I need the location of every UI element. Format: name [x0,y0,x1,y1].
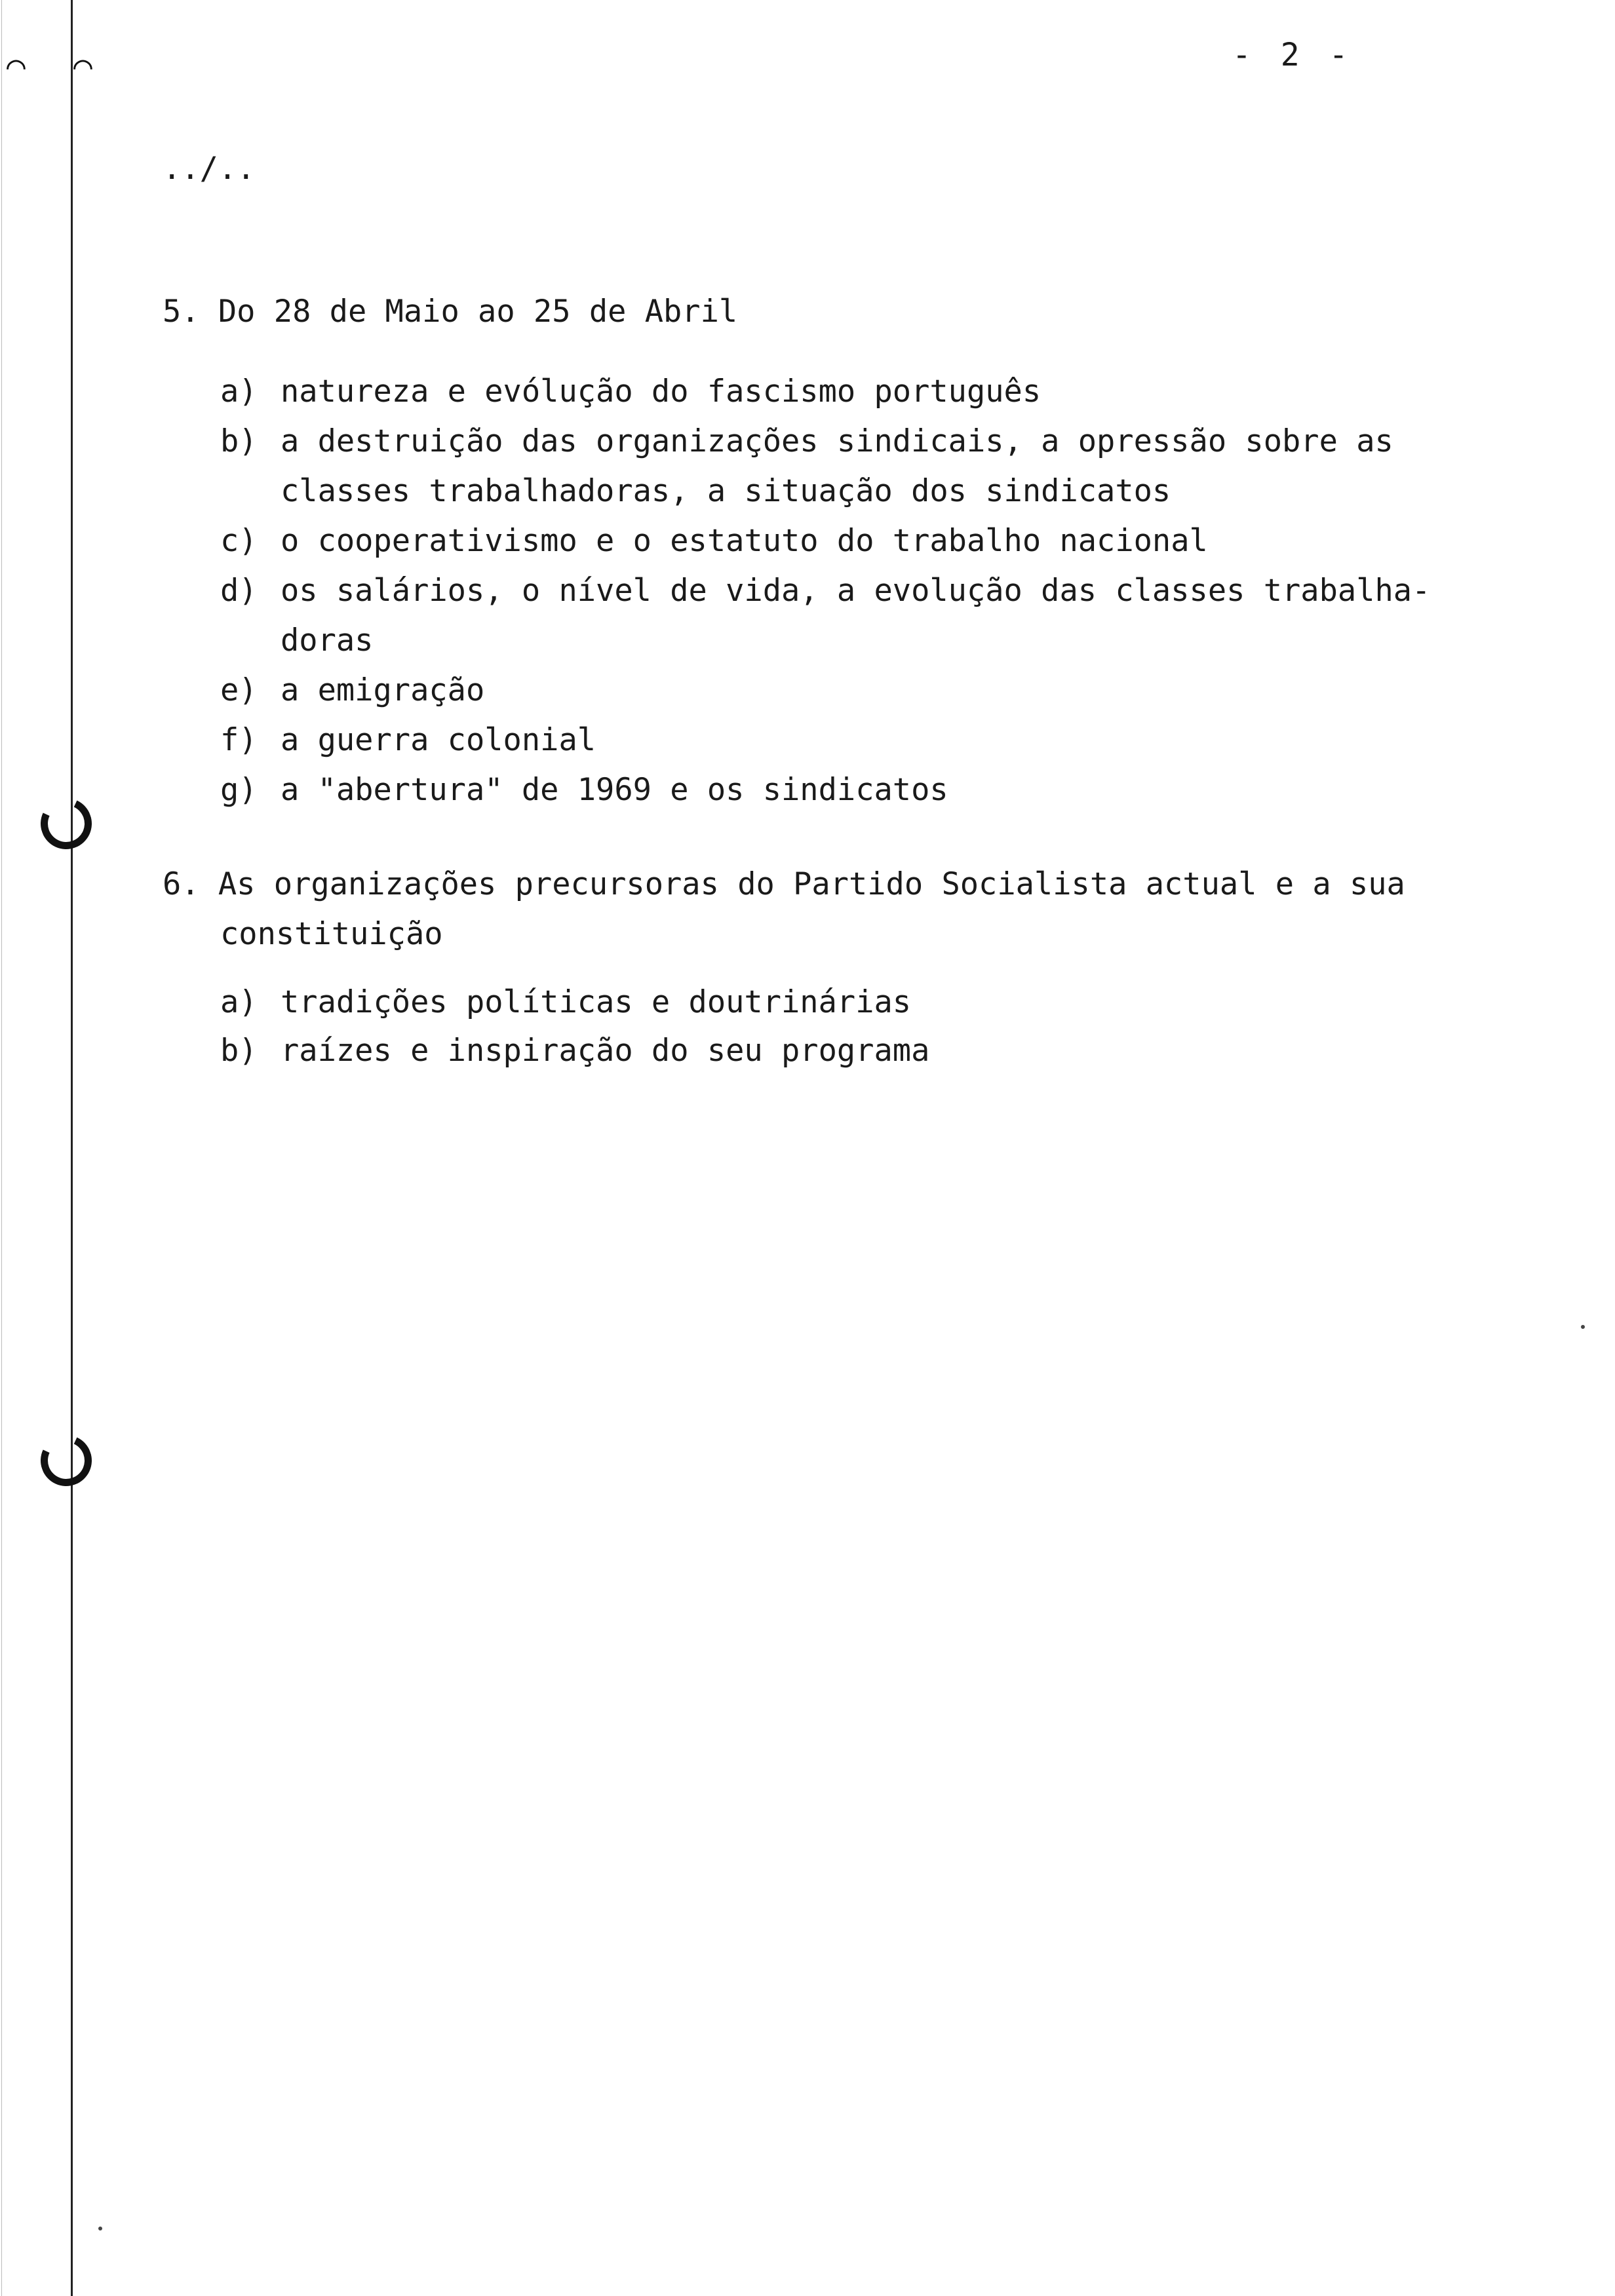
margin-line [71,0,73,2296]
list-item-text-continued: doras [281,622,374,659]
page-edge [1,0,2,2296]
list-item-label: a) [220,373,258,410]
list-item-text: a emigração [281,672,485,708]
list-item-text: o cooperativismo e o estatuto do trabalho nacional [281,523,1208,559]
list-item-text: natureza e evólução do fascismo português [281,373,1041,410]
list-item-label: g) [220,772,258,808]
list-item-label: b) [220,1033,258,1069]
list-item-text: a destruição das organizações sindicais, a opressão sobre as [281,423,1393,459]
list-item-label: f) [220,722,258,758]
list-item-text: raízes e inspiração do seu programa [281,1033,930,1069]
section-heading-5: 5. Do 28 de Maio ao 25 de Abril [163,294,738,330]
list-item-label: b) [220,423,258,459]
list-item-text: tradições políticas e doutrinárias [281,984,912,1020]
list-item-text-continued: classes trabalhadoras, a situação dos sindicatos [281,473,1171,509]
binder-hole-bottom [33,1428,99,1493]
scan-speck [98,2227,102,2230]
clip-mark: ⌒ [7,47,26,84]
list-item-text: os salários, o nível de vida, a evolução das classes trabalha- [281,573,1431,609]
list-item-label: a) [220,984,258,1020]
list-item-label: c) [220,523,258,559]
list-item-label: d) [220,573,258,609]
continuation-mark: ../.. [163,151,256,187]
list-item-label: e) [220,672,258,708]
list-item-text: a guerra colonial [281,722,596,758]
page-number: - 2 - [1232,37,1353,73]
binder-hole-top [33,791,99,856]
clip-mark: ⌒ [73,47,92,84]
scan-speck [1581,1325,1585,1329]
section-heading-6: 6. As organizações precursoras do Partido Socialista actual e a sua [163,866,1405,902]
section-heading-6-continued: constituição [220,916,443,952]
list-item-text: a "abertura" de 1969 e os sindicatos [281,772,948,808]
